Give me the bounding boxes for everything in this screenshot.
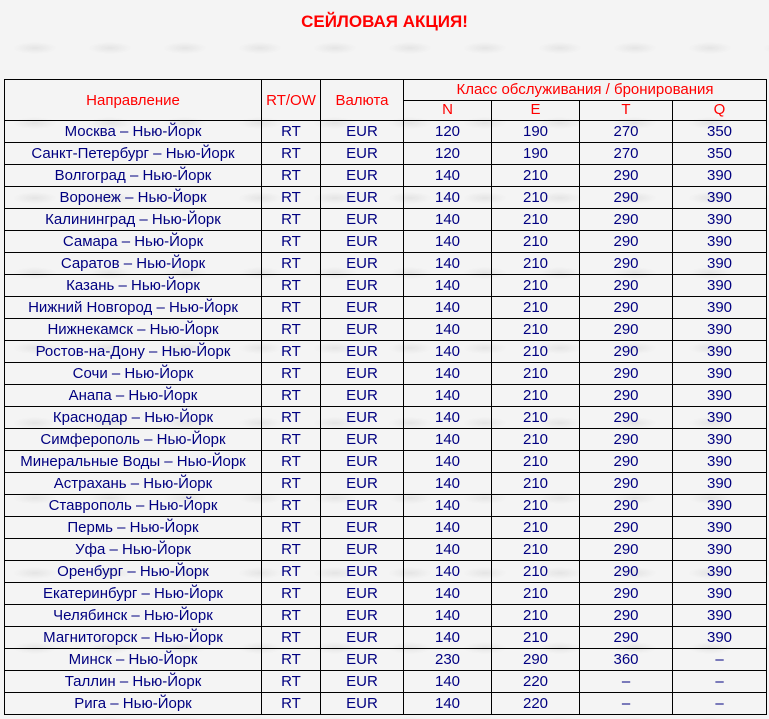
trip-type-cell: RT xyxy=(262,583,321,605)
table-row xyxy=(5,627,767,649)
fare-e-cell: 210 xyxy=(492,187,580,209)
route-cell: Магнитогорск – Нью-Йорк xyxy=(5,627,262,649)
header-class-e: E xyxy=(492,100,580,121)
fares-body xyxy=(5,121,767,715)
table-row xyxy=(5,319,767,341)
currency-cell: EUR xyxy=(321,451,404,473)
fare-n-cell: 140 xyxy=(404,275,492,297)
fare-e-cell: 210 xyxy=(492,583,580,605)
fare-t-cell: 270 xyxy=(580,143,673,165)
fare-q-cell: 390 xyxy=(673,187,767,209)
fare-q-cell: 390 xyxy=(673,605,767,627)
fare-q-cell: 390 xyxy=(673,253,767,275)
header-direction: Направление xyxy=(5,80,262,121)
table-row xyxy=(5,165,767,187)
trip-type-cell: RT xyxy=(262,253,321,275)
fare-n-cell: 140 xyxy=(404,253,492,275)
fare-n-cell: 140 xyxy=(404,363,492,385)
trip-type-cell: RT xyxy=(262,649,321,671)
table-row xyxy=(5,495,767,517)
currency-cell: EUR xyxy=(321,121,404,143)
route-cell: Ставрополь – Нью-Йорк xyxy=(5,495,262,517)
fare-e-cell: 210 xyxy=(492,605,580,627)
fare-n-cell: 140 xyxy=(404,495,492,517)
fare-e-cell: 210 xyxy=(492,209,580,231)
currency-cell: EUR xyxy=(321,143,404,165)
header-class-n: N xyxy=(404,100,492,121)
route-cell: Волгоград – Нью-Йорк xyxy=(5,165,262,187)
table-row xyxy=(5,341,767,363)
fares-table xyxy=(4,79,767,715)
fare-t-cell: 360 xyxy=(580,649,673,671)
fare-q-cell: 390 xyxy=(673,583,767,605)
fare-q-cell: 390 xyxy=(673,561,767,583)
trip-type-cell: RT xyxy=(262,209,321,231)
fare-n-cell: 140 xyxy=(404,187,492,209)
currency-cell: EUR xyxy=(321,297,404,319)
table-row xyxy=(5,429,767,451)
fare-q-cell: 390 xyxy=(673,495,767,517)
trip-type-cell: RT xyxy=(262,341,321,363)
route-cell: Нижнекамск – Нью-Йорк xyxy=(5,319,262,341)
fare-q-cell: 350 xyxy=(673,121,767,143)
trip-type-cell: RT xyxy=(262,231,321,253)
fare-q-cell: 390 xyxy=(673,451,767,473)
route-cell: Ростов-на-Дону – Нью-Йорк xyxy=(5,341,262,363)
fare-q-cell: 390 xyxy=(673,297,767,319)
header-row xyxy=(5,80,767,101)
fare-t-cell: 290 xyxy=(580,385,673,407)
fare-t-cell: 270 xyxy=(580,121,673,143)
fare-e-cell: 210 xyxy=(492,451,580,473)
fare-q-cell: 390 xyxy=(673,319,767,341)
fare-n-cell: 120 xyxy=(404,121,492,143)
fare-n-cell: 140 xyxy=(404,517,492,539)
route-cell: Челябинск – Нью-Йорк xyxy=(5,605,262,627)
currency-cell: EUR xyxy=(321,275,404,297)
fare-e-cell: 210 xyxy=(492,407,580,429)
fare-t-cell: 290 xyxy=(580,407,673,429)
fare-e-cell: 210 xyxy=(492,231,580,253)
fare-q-cell: – xyxy=(673,649,767,671)
fare-t-cell: 290 xyxy=(580,495,673,517)
trip-type-cell: RT xyxy=(262,143,321,165)
currency-cell: EUR xyxy=(321,341,404,363)
table-row xyxy=(5,121,767,143)
fare-e-cell: 210 xyxy=(492,495,580,517)
fare-e-cell: 210 xyxy=(492,429,580,451)
fare-t-cell: 290 xyxy=(580,583,673,605)
fare-n-cell: 140 xyxy=(404,407,492,429)
fare-q-cell: 390 xyxy=(673,165,767,187)
fare-q-cell: 390 xyxy=(673,627,767,649)
fare-e-cell: 210 xyxy=(492,627,580,649)
fare-t-cell: 290 xyxy=(580,627,673,649)
fare-n-cell: 140 xyxy=(404,429,492,451)
trip-type-cell: RT xyxy=(262,693,321,715)
currency-cell: EUR xyxy=(321,693,404,715)
trip-type-cell: RT xyxy=(262,429,321,451)
table-row xyxy=(5,209,767,231)
fare-t-cell: 290 xyxy=(580,209,673,231)
route-cell: Краснодар – Нью-Йорк xyxy=(5,407,262,429)
route-cell: Анапа – Нью-Йорк xyxy=(5,385,262,407)
fare-t-cell: 290 xyxy=(580,539,673,561)
fare-n-cell: 140 xyxy=(404,297,492,319)
trip-type-cell: RT xyxy=(262,473,321,495)
fare-t-cell: – xyxy=(580,671,673,693)
fare-t-cell: 290 xyxy=(580,231,673,253)
trip-type-cell: RT xyxy=(262,297,321,319)
currency-cell: EUR xyxy=(321,605,404,627)
fare-t-cell: 290 xyxy=(580,275,673,297)
trip-type-cell: RT xyxy=(262,165,321,187)
fare-q-cell: 390 xyxy=(673,407,767,429)
fare-t-cell: 290 xyxy=(580,473,673,495)
fare-n-cell: 140 xyxy=(404,165,492,187)
fare-t-cell: – xyxy=(580,693,673,715)
route-cell: Калининград – Нью-Йорк xyxy=(5,209,262,231)
trip-type-cell: RT xyxy=(262,451,321,473)
fare-n-cell: 120 xyxy=(404,143,492,165)
trip-type-cell: RT xyxy=(262,187,321,209)
fare-e-cell: 210 xyxy=(492,363,580,385)
trip-type-cell: RT xyxy=(262,561,321,583)
table-row xyxy=(5,385,767,407)
currency-cell: EUR xyxy=(321,649,404,671)
fare-n-cell: 140 xyxy=(404,627,492,649)
fare-n-cell: 140 xyxy=(404,473,492,495)
fare-e-cell: 210 xyxy=(492,165,580,187)
fare-q-cell: 390 xyxy=(673,517,767,539)
header-rt-ow: RT/OW xyxy=(262,80,321,121)
currency-cell: EUR xyxy=(321,429,404,451)
route-cell: Екатеринбург – Нью-Йорк xyxy=(5,583,262,605)
fare-n-cell: 140 xyxy=(404,451,492,473)
currency-cell: EUR xyxy=(321,539,404,561)
fare-e-cell: 210 xyxy=(492,473,580,495)
fare-q-cell: – xyxy=(673,693,767,715)
trip-type-cell: RT xyxy=(262,319,321,341)
header-class-group: Класс обслуживания / бронирования xyxy=(404,80,767,101)
fare-n-cell: 140 xyxy=(404,693,492,715)
trip-type-cell: RT xyxy=(262,495,321,517)
fare-q-cell: 390 xyxy=(673,363,767,385)
currency-cell: EUR xyxy=(321,231,404,253)
route-cell: Пермь – Нью-Йорк xyxy=(5,517,262,539)
fare-n-cell: 140 xyxy=(404,605,492,627)
fare-t-cell: 290 xyxy=(580,187,673,209)
fare-n-cell: 140 xyxy=(404,561,492,583)
fare-n-cell: 140 xyxy=(404,341,492,363)
table-row xyxy=(5,231,767,253)
currency-cell: EUR xyxy=(321,627,404,649)
header-currency: Валюта xyxy=(321,80,404,121)
currency-cell: EUR xyxy=(321,671,404,693)
fare-t-cell: 290 xyxy=(580,165,673,187)
table-row xyxy=(5,561,767,583)
fare-n-cell: 140 xyxy=(404,231,492,253)
trip-type-cell: RT xyxy=(262,407,321,429)
currency-cell: EUR xyxy=(321,319,404,341)
fare-n-cell: 140 xyxy=(404,671,492,693)
currency-cell: EUR xyxy=(321,517,404,539)
fare-e-cell: 220 xyxy=(492,671,580,693)
fare-t-cell: 290 xyxy=(580,561,673,583)
table-row xyxy=(5,363,767,385)
fare-t-cell: 290 xyxy=(580,319,673,341)
fare-q-cell: 390 xyxy=(673,209,767,231)
currency-cell: EUR xyxy=(321,407,404,429)
fare-n-cell: 140 xyxy=(404,385,492,407)
table-row xyxy=(5,451,767,473)
currency-cell: EUR xyxy=(321,561,404,583)
fare-t-cell: 290 xyxy=(580,517,673,539)
trip-type-cell: RT xyxy=(262,627,321,649)
fare-q-cell: 390 xyxy=(673,473,767,495)
fare-t-cell: 290 xyxy=(580,253,673,275)
table-row xyxy=(5,473,767,495)
fare-e-cell: 210 xyxy=(492,253,580,275)
page-title: СЕЙЛОВАЯ АКЦИЯ! xyxy=(301,12,468,31)
fare-e-cell: 210 xyxy=(492,319,580,341)
fare-q-cell: 390 xyxy=(673,539,767,561)
fare-t-cell: 290 xyxy=(580,297,673,319)
fare-n-cell: 140 xyxy=(404,319,492,341)
fare-e-cell: 190 xyxy=(492,121,580,143)
fare-e-cell: 210 xyxy=(492,341,580,363)
trip-type-cell: RT xyxy=(262,363,321,385)
fare-t-cell: 290 xyxy=(580,605,673,627)
fare-e-cell: 210 xyxy=(492,385,580,407)
fare-t-cell: 290 xyxy=(580,451,673,473)
route-cell: Таллин – Нью-Йорк xyxy=(5,671,262,693)
header-class-q: Q xyxy=(673,100,767,121)
currency-cell: EUR xyxy=(321,583,404,605)
fare-t-cell: 290 xyxy=(580,429,673,451)
fare-q-cell: 390 xyxy=(673,341,767,363)
currency-cell: EUR xyxy=(321,187,404,209)
header-class-t: T xyxy=(580,100,673,121)
route-cell: Москва – Нью-Йорк xyxy=(5,121,262,143)
fare-e-cell: 210 xyxy=(492,297,580,319)
fare-e-cell: 220 xyxy=(492,693,580,715)
fare-n-cell: 140 xyxy=(404,209,492,231)
trip-type-cell: RT xyxy=(262,121,321,143)
route-cell: Астрахань – Нью-Йорк xyxy=(5,473,262,495)
fare-e-cell: 190 xyxy=(492,143,580,165)
currency-cell: EUR xyxy=(321,363,404,385)
fare-e-cell: 210 xyxy=(492,517,580,539)
table-row xyxy=(5,275,767,297)
fare-q-cell: 390 xyxy=(673,385,767,407)
fare-e-cell: 290 xyxy=(492,649,580,671)
route-cell: Самара – Нью-Йорк xyxy=(5,231,262,253)
fare-n-cell: 230 xyxy=(404,649,492,671)
fare-n-cell: 140 xyxy=(404,539,492,561)
route-cell: Нижний Новгород – Нью-Йорк xyxy=(5,297,262,319)
table-row xyxy=(5,187,767,209)
fare-q-cell: 350 xyxy=(673,143,767,165)
table-row xyxy=(5,517,767,539)
route-cell: Сочи – Нью-Йорк xyxy=(5,363,262,385)
trip-type-cell: RT xyxy=(262,671,321,693)
table-row xyxy=(5,693,767,715)
fare-t-cell: 290 xyxy=(580,341,673,363)
trip-type-cell: RT xyxy=(262,605,321,627)
fare-t-cell: 290 xyxy=(580,363,673,385)
table-row xyxy=(5,297,767,319)
route-cell: Саратов – Нью-Йорк xyxy=(5,253,262,275)
fare-q-cell: 390 xyxy=(673,275,767,297)
table-row xyxy=(5,583,767,605)
table-row xyxy=(5,605,767,627)
currency-cell: EUR xyxy=(321,209,404,231)
currency-cell: EUR xyxy=(321,473,404,495)
route-cell: Рига – Нью-Йорк xyxy=(5,693,262,715)
table-row xyxy=(5,539,767,561)
route-cell: Оренбург – Нью-Йорк xyxy=(5,561,262,583)
fare-q-cell: 390 xyxy=(673,429,767,451)
route-cell: Симферополь – Нью-Йорк xyxy=(5,429,262,451)
table-row xyxy=(5,143,767,165)
trip-type-cell: RT xyxy=(262,385,321,407)
route-cell: Уфа – Нью-Йорк xyxy=(5,539,262,561)
currency-cell: EUR xyxy=(321,253,404,275)
route-cell: Воронеж – Нью-Йорк xyxy=(5,187,262,209)
trip-type-cell: RT xyxy=(262,517,321,539)
fare-n-cell: 140 xyxy=(404,583,492,605)
fare-q-cell: – xyxy=(673,671,767,693)
trip-type-cell: RT xyxy=(262,539,321,561)
fare-e-cell: 210 xyxy=(492,275,580,297)
fare-e-cell: 210 xyxy=(492,539,580,561)
currency-cell: EUR xyxy=(321,385,404,407)
trip-type-cell: RT xyxy=(262,275,321,297)
route-cell: Санкт-Петербург – Нью-Йорк xyxy=(5,143,262,165)
currency-cell: EUR xyxy=(321,165,404,187)
route-cell: Минск – Нью-Йорк xyxy=(5,649,262,671)
fare-e-cell: 210 xyxy=(492,561,580,583)
table-row xyxy=(5,253,767,275)
currency-cell: EUR xyxy=(321,495,404,517)
route-cell: Минеральные Воды – Нью-Йорк xyxy=(5,451,262,473)
table-row xyxy=(5,407,767,429)
table-row xyxy=(5,649,767,671)
route-cell: Казань – Нью-Йорк xyxy=(5,275,262,297)
table-row xyxy=(5,671,767,693)
fare-q-cell: 390 xyxy=(673,231,767,253)
